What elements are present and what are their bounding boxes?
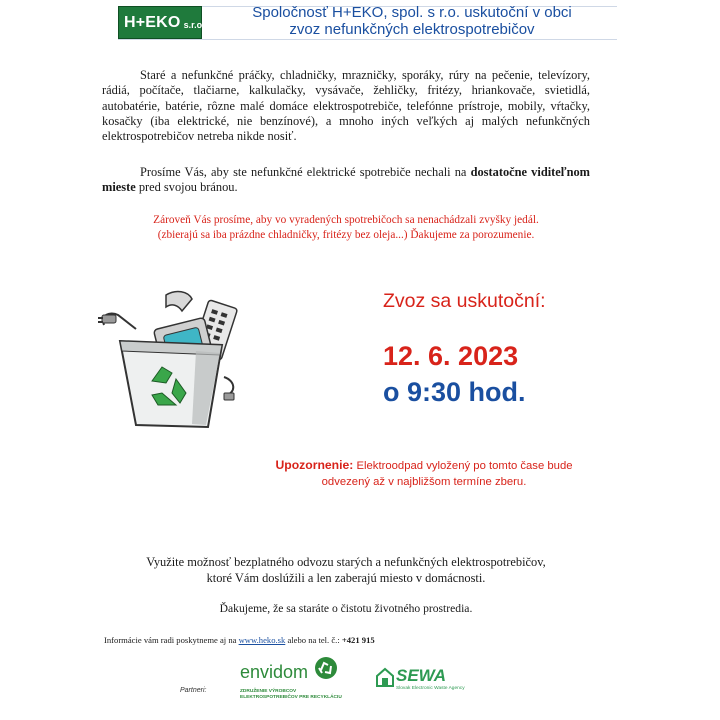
- contact-prefix: Informácie vám radi poskytneme aj na: [104, 635, 239, 645]
- warning-text: Elektroodpad vyložený po tomto čase bude odvezený až v najbližšom termíne zberu.: [321, 460, 573, 488]
- closing-paragraph: [102, 555, 590, 586]
- request-text-before: Prosíme Vás, aby ste nefunkčné elektrické spotrebiče nechali na: [140, 165, 471, 179]
- partners-label: Partneri:: [180, 687, 207, 694]
- thanks-text: Ďakujeme, že sa staráte o čistotu životného prostredia.: [219, 602, 473, 615]
- request-text-after: pred svojou bránou.: [135, 180, 238, 195]
- event-date: 12. 6. 2023: [383, 341, 519, 371]
- sewa-subtitle: Slovak Electronic Waste Agency: [396, 686, 465, 691]
- logo-text: H+EKO: [124, 13, 181, 31]
- event-label: Zvoz sa uskutoční:: [383, 290, 546, 312]
- logo-suffix: s.r.o.: [183, 20, 205, 30]
- warning-notice: [268, 458, 580, 490]
- recycle-icon: [314, 656, 338, 680]
- title-line-2: zvoz nefunkčných elektrospotrebičov: [289, 21, 535, 38]
- envidom-name: envidom: [240, 662, 309, 682]
- closing-line-1: Využite možnosť bezplatného odvozu starých a nefunkčných elektrospotrebičov,: [146, 555, 546, 569]
- note-line-1: Zároveň Vás prosíme, aby vo vyradených spotrebičoch sa nenachádzali zvyšky jedál.: [153, 214, 539, 226]
- page-title: [208, 4, 616, 38]
- warning-label: Upozornenie:: [275, 458, 354, 472]
- contact-info: [104, 635, 375, 645]
- phone-number: +421 915: [341, 635, 375, 645]
- closing-line-2: ktoré Vám doslúžili a len zaberajú miesto v domácnosti.: [206, 570, 486, 585]
- envidom-sub-line-1: ZDRUŽENIE VÝROBCOV: [240, 689, 297, 694]
- website-link[interactable]: www.heko.sk: [238, 635, 286, 645]
- sewa-name: SEWA: [396, 666, 447, 685]
- recycle-bin-illustration: [96, 285, 244, 433]
- note-line-2: (zbierajú sa iba prázdne chladničky, fritézy bez oleja...) Ďakujeme za porozumenie.: [157, 229, 535, 241]
- heko-logo: [118, 6, 205, 39]
- request-text-bold: dostatočne viditeľnom mieste: [102, 165, 590, 195]
- request-paragraph: [102, 165, 590, 196]
- house-icon: [376, 667, 394, 687]
- event-time: o 9:30 hod.: [383, 377, 526, 407]
- intro-text: Staré a nefunkčné práčky, chladničky, mrazničky, sporáky, rúry na pečenie, televízory, rádiá, počítače, tlačiarne, kalkulačky, vysávače, žehličky, fritézy, hriankovače, svietidlá, autobatérie, batérie, rôzne malé domáce elektrospotrebiče, telefónne prístroje, mobily, vŕtačky, kosačky (iba elektrické, nie benzínové), a mnoho iných veľkých aj malých nefunkčných elektrospotrebičov netreba nikde nosiť.: [102, 68, 590, 144]
- envidom-sub-line-2: ELEKTROSPOTREBIČOV PRE RECYKLÁCIU: [240, 695, 342, 700]
- food-remains-note: [102, 213, 590, 243]
- title-line-1: Spoločnosť H+EKO, spol. s r.o. uskutoční v obci: [252, 4, 572, 21]
- contact-middle: alebo na tel. č.:: [285, 635, 342, 645]
- intro-paragraph: [102, 68, 590, 144]
- envidom-subtitle: [240, 689, 350, 701]
- sewa-logo: [376, 666, 466, 706]
- envidom-logo: [240, 656, 360, 716]
